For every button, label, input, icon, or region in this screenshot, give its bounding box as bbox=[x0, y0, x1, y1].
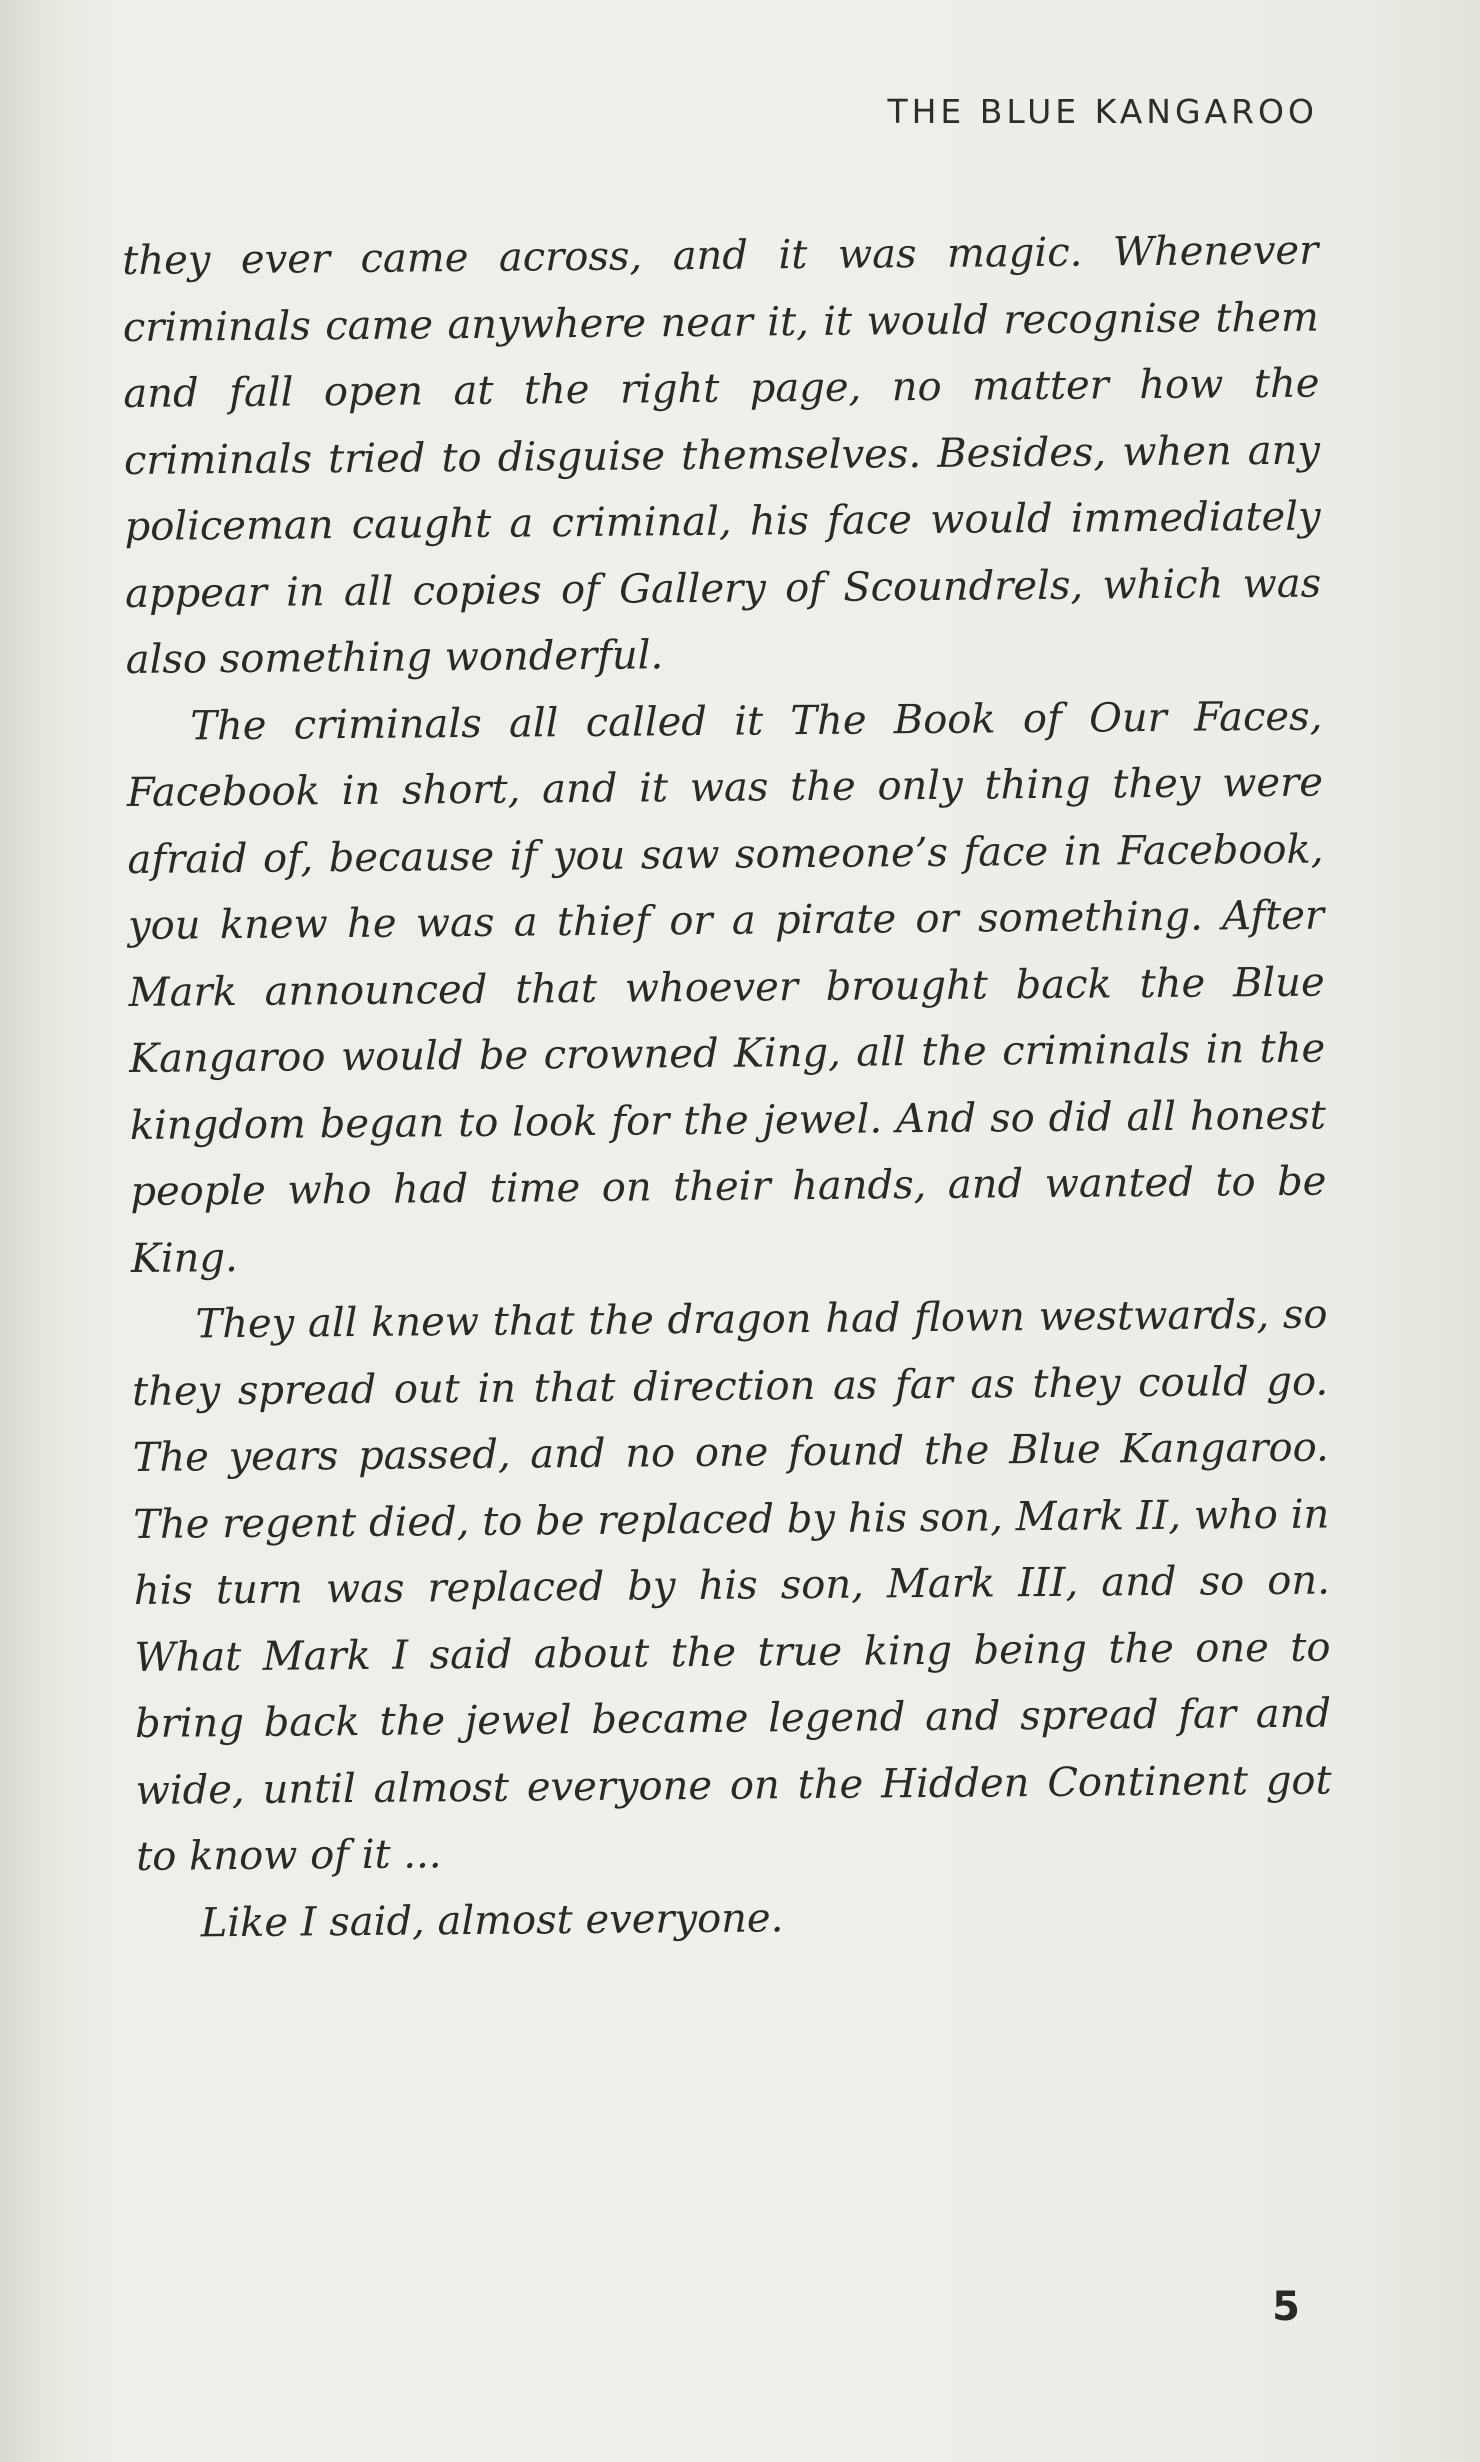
page-number: 5 bbox=[1272, 2284, 1300, 2330]
paragraph-4: Like I said, almost everyone. bbox=[200, 1894, 784, 1946]
body-text bbox=[122, 218, 1333, 1957]
paragraph-2: The criminals all called it The Book of Our Faces, Facebook in short, and it was the only thing they were afraid of, because if you saw someone’s face in Facebook, you knew he was a thief or a pirate or something. After Mark announced that whoever brought back the Blue Kangaroo would be crowned King, all the criminals in the kingdom began to look for the jewel. And so did all honest people who had time on their hands, and wanted to be King. bbox=[126, 693, 1327, 1282]
running-head: THE BLUE KANGAROO bbox=[887, 92, 1318, 131]
gutter-shadow bbox=[0, 0, 60, 2462]
paragraph-1: they ever came across, and it was magic. Whenever criminals came anywhere near it, it would recognise them and fall open at the right page, no matter how the criminals tried to disguise themselves. Besides, when any policeman caught a criminal, his face would immediately appear in all copies of Gallery of Scoundrels, which was also something wonderful. bbox=[122, 227, 1322, 683]
paragraph-3: They all knew that the dragon had flown westwards, so they spread out in that direction as far as they could go. The years passed, and no one found the Blue Kangaroo. The regent died, to be replaced by his son, Mark II, who in his turn was replaced by his son, Mark III, and so on. What Mark I said about the true king being the one to bring back the jewel became legend and spread far and wide, until almost everyone on the Hidden Continent got to know of it ... bbox=[131, 1291, 1332, 1880]
